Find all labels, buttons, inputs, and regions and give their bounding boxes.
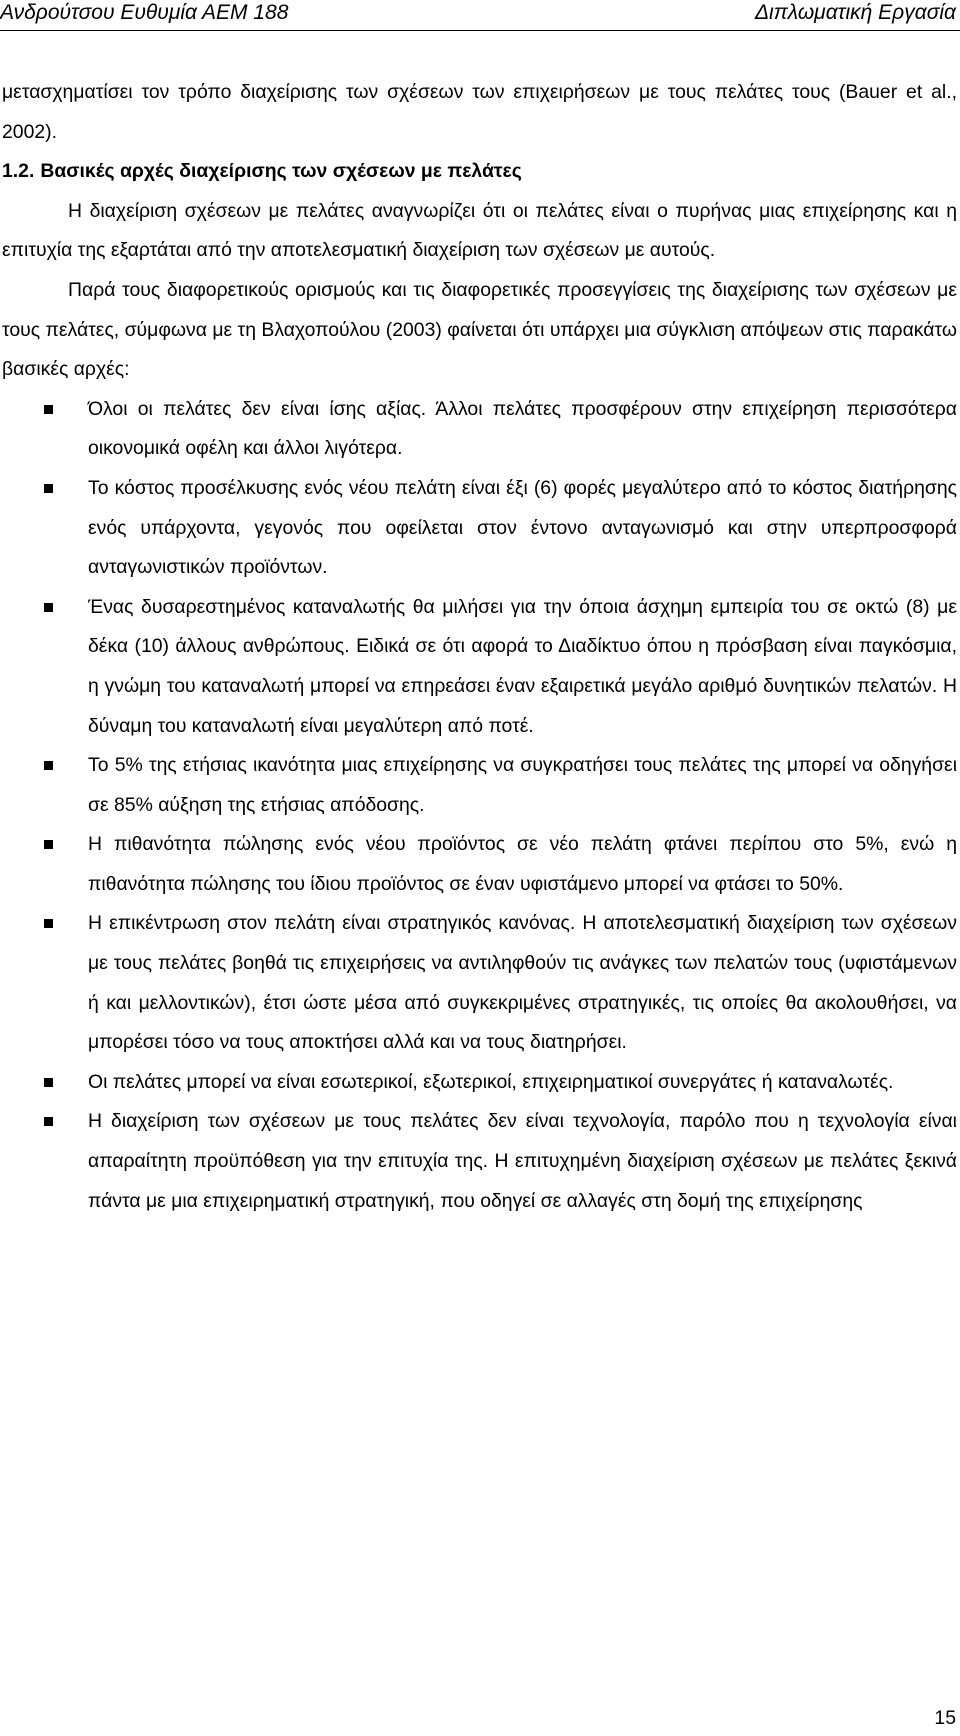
section-title: Βασικές αρχές διαχείρισης των σχέσεων με πελάτες [40,160,522,183]
intro-paragraph: μετασχηματίσει τον τρόπο διαχείρισης των σχέσεων των επιχειρήσεων με τους πελάτες τους (Bauer et al., 2002). [2,81,957,143]
list-item-text: Οι πελάτες μπορεί να είναι εσωτερικοί, εξωτερικοί, επιχειρηματικοί συνεργάτες ή καταναλωτές. [88,1070,894,1093]
principles-list [2,390,957,1221]
document-body [2,73,957,1221]
list-item-text: Η πιθανότητα πώλησης ενός νέου προϊόντος σε νέο πελάτη φτάνει περίπου στο 5%, ενώ η πιθανότητα πώλησης του ίδιου προϊόντος σε έναν υφιστάμενο μπορεί να φτάσει το 50%. [88,833,957,895]
list-item [2,1063,957,1103]
list-item [2,469,957,588]
square-bullet-icon [44,1117,53,1126]
list-item [2,588,957,746]
list-item-text: Η διαχείριση των σχέσεων με τους πελάτες δεν είναι τεχνολογία, παρόλο που η τεχνολογία είναι απαραίτητη προϋπόθεση για την επιτυχία της. Η επιτυχημένη διαχείριση σχέσεων με πελάτες ξεκινά πάντα με μια επιχειρηματική στρατηγική, που οδηγεί σε αλλαγές στη δομή της επιχείρησης [88,1110,957,1212]
square-bullet-icon [44,919,53,928]
list-item-text: Το κόστος προσέλκυσης ενός νέου πελάτη είναι έξι (6) φορές μεγαλύτερο από το κόστος διατήρησης ενός υπάρχοντα, γεγονός που οφείλεται στον έντονο ανταγωνισμό και στην υπερπροσφορά ανταγωνιστικών προϊόντων. [88,476,957,579]
square-bullet-icon [44,840,53,849]
body-paragraph: Παρά τους διαφορετικούς ορισμούς και τις διαφορετικές προσεγγίσεις της διαχείρισης των σχέσεων με τους πελάτες, σύμφωνα με τη Βλαχοπούλου (2003) φαίνεται ότι υπάρχει μια σύγκλιση απόψεων στις παρακάτω βασικές αρχές: [2,278,957,381]
page-header [0,0,960,31]
list-item [2,746,957,825]
header-title: Διπλωματική Εργασία [754,1,956,24]
list-item [2,390,957,469]
square-bullet-icon [44,405,53,414]
section-number: 1.2. [2,160,35,183]
list-item [2,904,957,1062]
list-item [2,825,957,904]
square-bullet-icon [44,1078,53,1087]
square-bullet-icon [44,484,53,493]
square-bullet-icon [44,603,53,612]
list-item [2,1102,957,1221]
page-number: 15 [934,1707,956,1729]
list-item-text: Ένας δυσαρεστημένος καταναλωτής θα μιλήσει για την όποια άσχημη εμπειρία του σε οκτώ (8) με δέκα (10) άλλους ανθρώπους. Ειδικά σε ότι αφορά το Διαδίκτυο όπου η πρόσβαση είναι παγκόσμια, η γνώμη του καταναλωτή μπορεί να επηρεάσει έναν εξαιρετικά μεγάλο αριθμό δυνητικών πελατών. Η δύναμη του καταναλωτή είναι μεγαλύτερη από ποτέ. [88,595,957,737]
square-bullet-icon [44,761,53,770]
list-item-text: Όλοι οι πελάτες δεν είναι ίσης αξίας. Άλλοι πελάτες προσφέρουν στην επιχείρηση περισσότερα οικονομικά οφέλη και άλλοι λιγότερα. [88,397,957,460]
header-author: Ανδρούτσου Ευθυμία ΑΕΜ 188 [0,1,289,24]
list-item-text: Η επικέντρωση στον πελάτη είναι στρατηγικός κανόνας. Η αποτελεσματική διαχείριση των σχέσεων με τους πελάτες βοηθά τις επιχειρήσεις να αντιληφθούν τις ανάγκες των πελατών τους (υφιστάμενων ή και μελλοντικών), έτσι ώστε μέσα από συγκεκριμένες στρατηγικές, τις οποίες θα ακολουθήσει, να μπορέσει τόσο να τους αποκτήσει αλλά και να τους διατηρήσει. [88,912,957,1054]
body-paragraph: Η διαχείριση σχέσεων με πελάτες αναγνωρίζει ότι οι πελάτες είναι ο πυρήνας μιας επιχείρησης και η επιτυχία της εξαρτάται από την αποτελεσματική διαχείριση των σχέσεων με αυτούς. [2,199,957,262]
list-item-text: Το 5% της ετήσιας ικανότητα μιας επιχείρησης να συγκρατήσει τους πελάτες της μπορεί να οδηγήσει σε 85% αύξηση της ετήσιας απόδοσης. [88,754,957,816]
section-heading [2,152,957,192]
